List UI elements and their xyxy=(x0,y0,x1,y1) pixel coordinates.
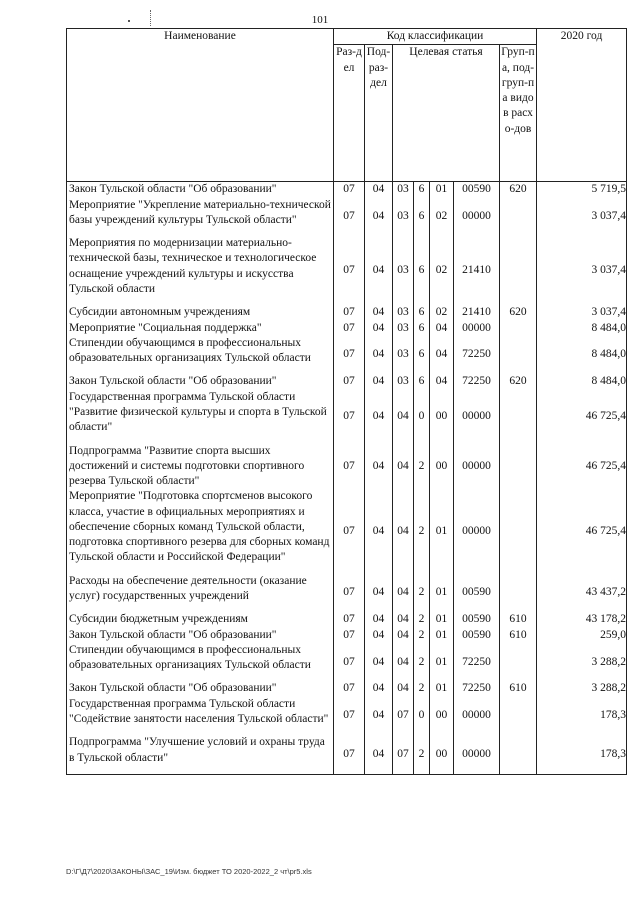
sum-cell: 178,3 xyxy=(537,697,627,736)
header-row xyxy=(67,29,627,45)
target-part-3: 01 xyxy=(430,681,454,696)
target-part-4: 00590 xyxy=(454,574,500,613)
target-part-4: 00000 xyxy=(454,697,500,736)
target-part-1: 03 xyxy=(393,321,414,336)
target-part-2: 6 xyxy=(414,182,430,198)
podrazdel-cell: 04 xyxy=(365,612,393,627)
table-row xyxy=(67,643,627,682)
target-part-3: 00 xyxy=(430,697,454,736)
header-year: 2020 год xyxy=(537,29,627,182)
target-part-3: 01 xyxy=(430,643,454,682)
table-row xyxy=(67,574,627,613)
group-cell xyxy=(500,236,537,305)
table-row xyxy=(67,390,627,444)
razdel-cell: 07 xyxy=(334,643,365,682)
razdel-cell: 07 xyxy=(334,681,365,696)
target-part-4: 72250 xyxy=(454,643,500,682)
sum-cell: 3 037,4 xyxy=(537,305,627,320)
target-part-2: 2 xyxy=(414,681,430,696)
target-part-4: 00000 xyxy=(454,198,500,237)
target-part-3: 00 xyxy=(430,390,454,444)
header-name: Наименование xyxy=(67,29,334,182)
group-cell: 610 xyxy=(500,628,537,643)
target-part-3: 02 xyxy=(430,198,454,237)
razdel-cell: 07 xyxy=(334,198,365,237)
target-part-2: 6 xyxy=(414,236,430,305)
sum-cell: 46 725,4 xyxy=(537,444,627,490)
razdel-cell: 07 xyxy=(334,390,365,444)
row-name: Стипендии обучающимся в профессиональных образовательных организациях Тульской области xyxy=(67,336,334,375)
target-part-2: 6 xyxy=(414,336,430,375)
row-name: Мероприятие "Социальная поддержка" xyxy=(67,321,334,336)
podrazdel-cell: 04 xyxy=(365,643,393,682)
podrazdel-cell: 04 xyxy=(365,336,393,375)
table-row xyxy=(67,374,627,389)
sum-cell: 8 484,0 xyxy=(537,321,627,336)
table-row xyxy=(67,305,627,320)
target-part-2: 2 xyxy=(414,489,430,573)
target-part-2: 6 xyxy=(414,305,430,320)
sum-cell: 259,0 xyxy=(537,628,627,643)
target-part-3: 01 xyxy=(430,574,454,613)
table-row xyxy=(67,444,627,490)
target-part-3: 02 xyxy=(430,305,454,320)
group-cell xyxy=(500,444,537,490)
target-part-2: 2 xyxy=(414,735,430,774)
row-name: Мероприятие "Подготовка спортсменов высокого класса, участие в официальных мероприятиях и обеспечение сборных команд Тульской области, подготовка спортивного резерва для сборных команд Тульской области и Российской Федерации" xyxy=(67,489,334,573)
podrazdel-cell: 04 xyxy=(365,681,393,696)
group-cell xyxy=(500,321,537,336)
budget-table xyxy=(66,28,627,775)
table-row xyxy=(67,198,627,237)
target-part-1: 04 xyxy=(393,444,414,490)
target-part-1: 04 xyxy=(393,612,414,627)
razdel-cell: 07 xyxy=(334,305,365,320)
table-row xyxy=(67,697,627,736)
target-part-4: 21410 xyxy=(454,305,500,320)
target-part-3: 04 xyxy=(430,374,454,389)
razdel-cell: 07 xyxy=(334,574,365,613)
razdel-cell: 07 xyxy=(334,489,365,573)
target-part-4: 00590 xyxy=(454,182,500,198)
row-name: Подпрограмма "Улучшение условий и охраны труда в Тульской области" xyxy=(67,735,334,774)
target-part-3: 00 xyxy=(430,444,454,490)
razdel-cell: 07 xyxy=(334,374,365,389)
podrazdel-cell: 04 xyxy=(365,390,393,444)
target-part-1: 04 xyxy=(393,489,414,573)
razdel-cell: 07 xyxy=(334,628,365,643)
header-group: Груп-па, под-груп-па видов расхо-дов xyxy=(500,45,537,182)
group-cell: 620 xyxy=(500,182,537,198)
row-name: Расходы на обеспечение деятельности (оказание услуг) государственных учреждений xyxy=(67,574,334,613)
target-part-3: 04 xyxy=(430,336,454,375)
razdel-cell: 07 xyxy=(334,735,365,774)
razdel-cell: 07 xyxy=(334,697,365,736)
table-row xyxy=(67,681,627,696)
target-part-1: 04 xyxy=(393,643,414,682)
target-part-2: 2 xyxy=(414,444,430,490)
target-part-2: 2 xyxy=(414,612,430,627)
row-name: Государственная программа Тульской области "Развитие физической культуры и спорта в Тульской области" xyxy=(67,390,334,444)
target-part-1: 03 xyxy=(393,182,414,198)
table-row xyxy=(67,336,627,375)
table-row xyxy=(67,628,627,643)
target-part-4: 00000 xyxy=(454,390,500,444)
target-part-3: 02 xyxy=(430,236,454,305)
sum-cell: 3 037,4 xyxy=(537,198,627,237)
sum-cell: 178,3 xyxy=(537,735,627,774)
razdel-cell: 07 xyxy=(334,236,365,305)
row-name: Субсидии автономным учреждениям xyxy=(67,305,334,320)
group-cell xyxy=(500,697,537,736)
target-part-2: 6 xyxy=(414,374,430,389)
row-name: Подпрограмма "Развитие спорта высших достижений и системы подготовки спортивного резерва Тульской области" xyxy=(67,444,334,490)
header-target: Целевая статья xyxy=(393,45,500,182)
target-part-1: 04 xyxy=(393,628,414,643)
header-razdel: Раз-дел xyxy=(334,45,365,182)
target-part-1: 03 xyxy=(393,305,414,320)
target-part-3: 01 xyxy=(430,612,454,627)
razdel-cell: 07 xyxy=(334,612,365,627)
group-cell xyxy=(500,336,537,375)
target-part-3: 04 xyxy=(430,321,454,336)
group-cell xyxy=(500,198,537,237)
target-part-2: 0 xyxy=(414,697,430,736)
target-part-1: 04 xyxy=(393,681,414,696)
group-cell: 610 xyxy=(500,681,537,696)
sum-cell: 5 719,5 xyxy=(537,182,627,198)
target-part-1: 04 xyxy=(393,574,414,613)
podrazdel-cell: 04 xyxy=(365,489,393,573)
podrazdel-cell: 04 xyxy=(365,236,393,305)
sum-cell: 43 178,2 xyxy=(537,612,627,627)
target-part-4: 00590 xyxy=(454,628,500,643)
row-name: Закон Тульской области "Об образовании" xyxy=(67,182,334,198)
podrazdel-cell: 04 xyxy=(365,305,393,320)
target-part-4: 00000 xyxy=(454,735,500,774)
group-cell xyxy=(500,489,537,573)
podrazdel-cell: 04 xyxy=(365,321,393,336)
group-cell xyxy=(500,735,537,774)
group-cell xyxy=(500,390,537,444)
target-part-2: 2 xyxy=(414,574,430,613)
razdel-cell: 07 xyxy=(334,321,365,336)
row-name: Закон Тульской области "Об образовании" xyxy=(67,681,334,696)
sum-cell: 3 037,4 xyxy=(537,236,627,305)
row-name: Мероприятие "Укрепление материально-технической базы учреждений культуры Тульской области" xyxy=(67,198,334,237)
podrazdel-cell: 04 xyxy=(365,628,393,643)
razdel-cell: 07 xyxy=(334,336,365,375)
target-part-1: 07 xyxy=(393,697,414,736)
sum-cell: 43 437,2 xyxy=(537,574,627,613)
target-part-4: 72250 xyxy=(454,336,500,375)
table-row xyxy=(67,236,627,305)
group-cell: 610 xyxy=(500,612,537,627)
group-cell: 620 xyxy=(500,374,537,389)
row-name: Государственная программа Тульской области "Содействие занятости населения Тульской области" xyxy=(67,697,334,736)
target-part-1: 03 xyxy=(393,236,414,305)
table-row xyxy=(67,182,627,198)
page-number: 101 xyxy=(311,14,329,26)
target-part-4: 72250 xyxy=(454,681,500,696)
row-name: Закон Тульской области "Об образовании" xyxy=(67,628,334,643)
podrazdel-cell: 04 xyxy=(365,735,393,774)
target-part-4: 00590 xyxy=(454,612,500,627)
row-name: Закон Тульской области "Об образовании" xyxy=(67,374,334,389)
target-part-1: 03 xyxy=(393,198,414,237)
target-part-3: 01 xyxy=(430,628,454,643)
row-name: Мероприятия по модернизации материально-технической базы, техническое и технологическое оснащение учреждений культуры и искусства Тульской области xyxy=(67,236,334,305)
row-name: Стипендии обучающимся в профессиональных образовательных организациях Тульской области xyxy=(67,643,334,682)
sum-cell: 3 288,2 xyxy=(537,643,627,682)
target-part-1: 07 xyxy=(393,735,414,774)
table-row xyxy=(67,321,627,336)
target-part-3: 01 xyxy=(430,489,454,573)
podrazdel-cell: 04 xyxy=(365,182,393,198)
sum-cell: 8 484,0 xyxy=(537,336,627,375)
group-cell: 620 xyxy=(500,305,537,320)
target-part-3: 01 xyxy=(430,182,454,198)
sum-cell: 46 725,4 xyxy=(537,489,627,573)
target-part-2: 2 xyxy=(414,643,430,682)
sum-cell: 3 288,2 xyxy=(537,681,627,696)
target-part-3: 00 xyxy=(430,735,454,774)
target-part-2: 6 xyxy=(414,321,430,336)
sum-cell: 46 725,4 xyxy=(537,390,627,444)
podrazdel-cell: 04 xyxy=(365,444,393,490)
target-part-2: 0 xyxy=(414,390,430,444)
row-name: Субсидии бюджетным учреждениям xyxy=(67,612,334,627)
target-part-4: 21410 xyxy=(454,236,500,305)
razdel-cell: 07 xyxy=(334,444,365,490)
header-classification: Код классификации xyxy=(334,29,537,45)
table-row xyxy=(67,489,627,573)
file-path-footer: D:\Г\Д7\2020\ЗАКОНЫ\ЗАС_19\Изм. бюджет ТО 2020-2022_2 чт\pr5.xls xyxy=(66,867,312,876)
podrazdel-cell: 04 xyxy=(365,198,393,237)
target-part-1: 03 xyxy=(393,336,414,375)
table-row xyxy=(67,735,627,774)
table-row xyxy=(67,612,627,627)
sum-cell: 8 484,0 xyxy=(537,374,627,389)
razdel-cell: 07 xyxy=(334,182,365,198)
target-part-1: 03 xyxy=(393,374,414,389)
group-cell xyxy=(500,574,537,613)
target-part-2: 2 xyxy=(414,628,430,643)
target-part-4: 72250 xyxy=(454,374,500,389)
target-part-4: 00000 xyxy=(454,321,500,336)
target-part-4: 00000 xyxy=(454,489,500,573)
target-part-4: 00000 xyxy=(454,444,500,490)
podrazdel-cell: 04 xyxy=(365,697,393,736)
podrazdel-cell: 04 xyxy=(365,574,393,613)
header-podrazdel: Под-раз-дел xyxy=(365,45,393,182)
target-part-2: 6 xyxy=(414,198,430,237)
group-cell xyxy=(500,643,537,682)
target-part-1: 04 xyxy=(393,390,414,444)
podrazdel-cell: 04 xyxy=(365,374,393,389)
